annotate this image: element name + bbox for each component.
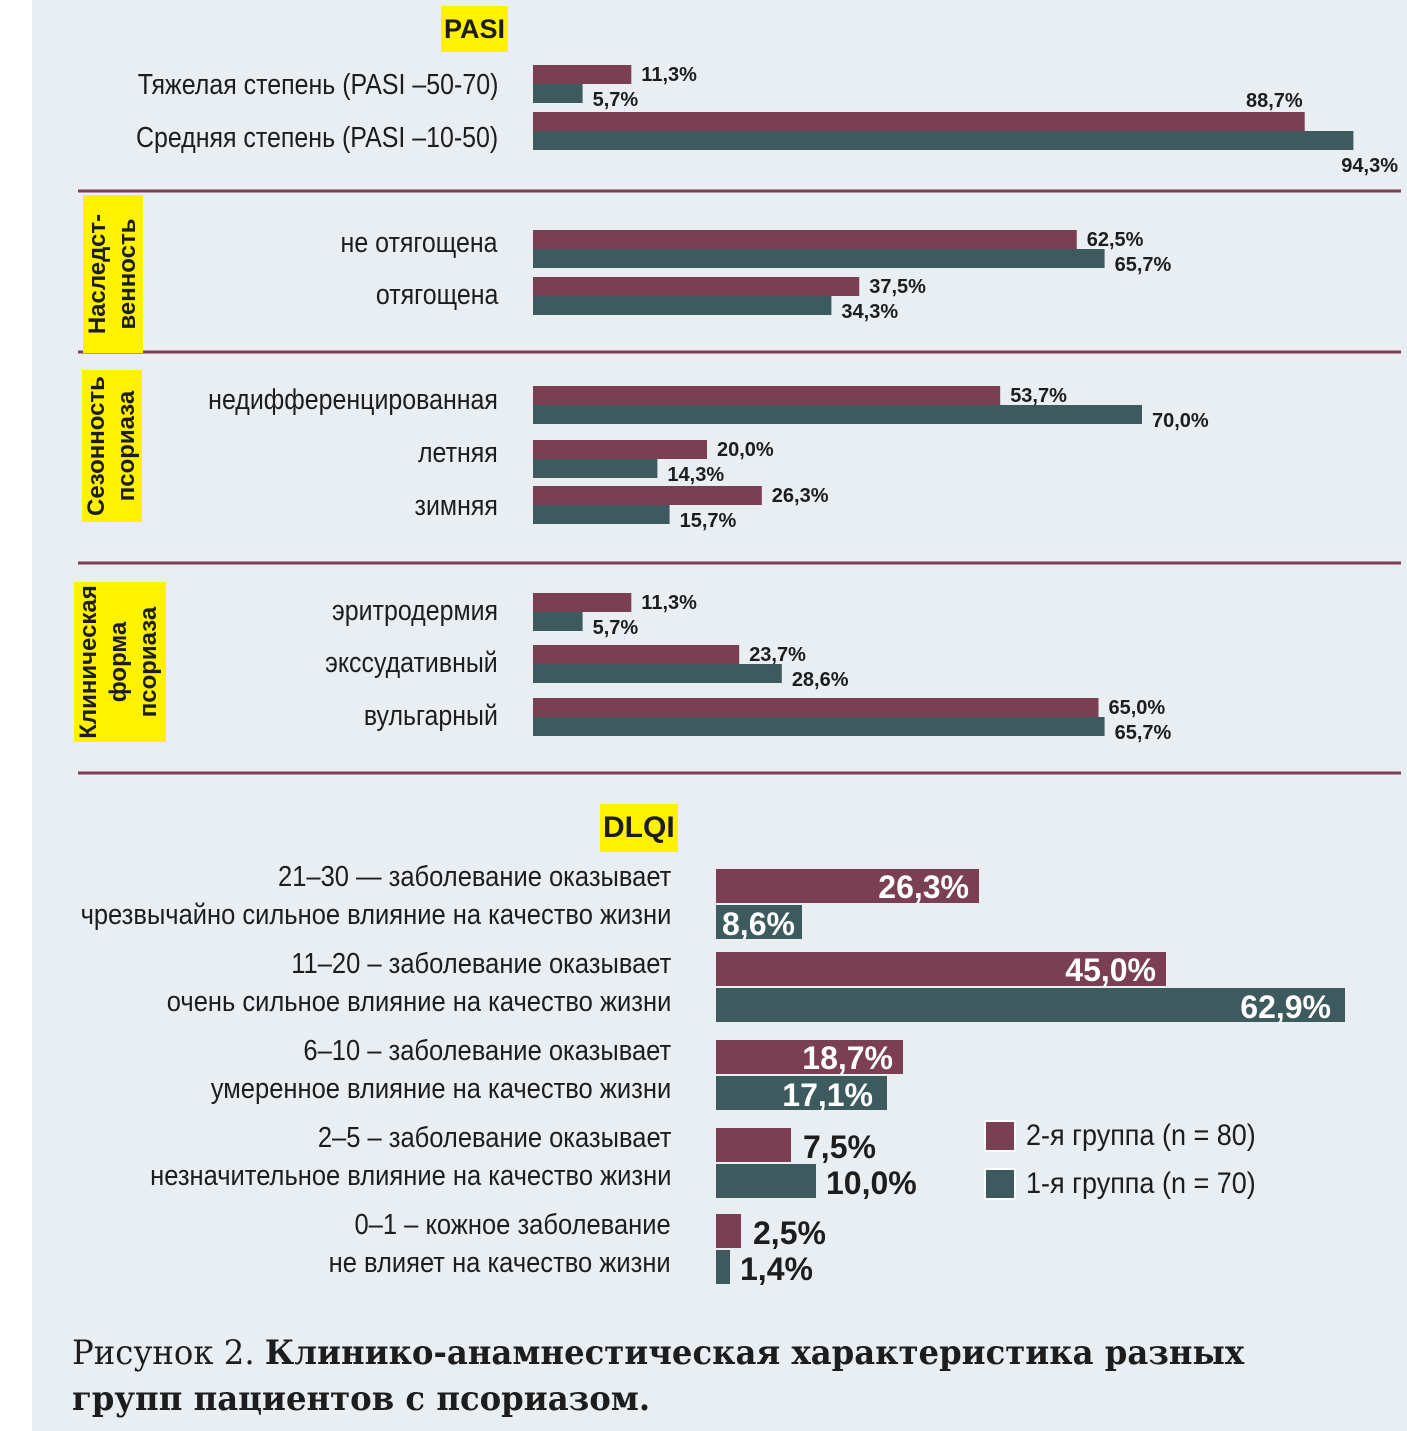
heredity-section-title <box>83 195 143 353</box>
dlqi-value-label-group1: 8,6% <box>722 906 795 942</box>
dlqi-bar-group1 <box>716 1164 816 1198</box>
bar-group1 <box>533 505 670 524</box>
legend-label-group2: 2-я группа (n = 80) <box>1026 1119 1256 1152</box>
bar-group1 <box>533 612 583 631</box>
value-label-group1: 65,7% <box>1114 254 1172 276</box>
heredity-title-line1: Наследст- <box>84 213 111 335</box>
caption-title: Клинико-анамнестическая характеристика разных групп пациентов с псориазом. <box>72 1333 1245 1419</box>
value-label-group2: 11,3% <box>641 592 697 614</box>
category-label: летняя <box>418 437 498 469</box>
clinical-title-line2: форма <box>105 621 132 703</box>
dlqi-bar-group2 <box>716 1214 741 1248</box>
value-label-group1: 94,3% <box>1341 155 1398 177</box>
bar-group1 <box>533 84 583 103</box>
season-title-line2: псориаза <box>113 390 140 502</box>
value-label-group2: 20,0% <box>717 439 774 461</box>
dlqi-bar-group1 <box>716 1250 730 1284</box>
value-label-group1: 70,0% <box>1152 410 1209 432</box>
clinical-title-line1: Клиническая <box>75 585 102 739</box>
clinical-section-title <box>74 582 166 742</box>
dlqi-label-line2: не влияет на качество жизни <box>328 1247 671 1279</box>
season-title-line1: Сезонность <box>83 376 110 516</box>
category-label: отягощена <box>375 279 498 311</box>
value-label-group1: 5,7% <box>592 617 639 639</box>
heredity-title-line2: венность <box>114 218 141 330</box>
dlqi-label-line2: умеренное влияние на качество жизни <box>210 1073 671 1105</box>
value-label-group2: 65,0% <box>1108 697 1166 719</box>
dlqi-label-line1: 6–10 – заболевание оказывает <box>303 1035 671 1067</box>
value-label-group1: 15,7% <box>679 510 737 532</box>
legend-swatch-group2 <box>984 1120 1016 1152</box>
value-label-group2: 37,5% <box>869 276 926 298</box>
clinical-title-line3: псориаза <box>135 606 162 718</box>
category-label: вульгарный <box>363 700 498 732</box>
bar-group1 <box>533 405 1142 424</box>
pasi-section-title: PASI <box>441 6 508 52</box>
bar-group2 <box>533 440 707 459</box>
category-label: эритродермия <box>331 595 498 627</box>
dlqi-value-label-group1: 10,0% <box>826 1165 917 1201</box>
bar-group1 <box>533 249 1105 268</box>
dlqi-value-label-group1: 17,1% <box>782 1077 873 1113</box>
dlqi-label-line2: очень сильное влияние на качество жизни <box>166 986 671 1018</box>
dlqi-value-label-group2: 2,5% <box>753 1215 826 1251</box>
dlqi-value-label-group2: 18,7% <box>802 1040 893 1076</box>
category-label: Средняя степень (PASI –10-50) <box>135 122 498 154</box>
dlqi-category-label <box>150 1119 671 1195</box>
value-label-group1: 65,7% <box>1114 722 1172 744</box>
bar-group2 <box>533 65 631 84</box>
value-label-group2: 23,7% <box>749 644 806 666</box>
dlqi-label-line1: 11–20 – заболевание оказывает <box>290 948 671 980</box>
dlqi-label-line1: 21–30 — заболевание оказывает <box>277 861 671 893</box>
bar-group2 <box>533 230 1077 249</box>
category-label: недифференцированная <box>208 384 498 416</box>
dlqi-category-label <box>80 858 671 934</box>
bar-group2 <box>533 645 739 664</box>
bar-group2 <box>533 386 1000 405</box>
dlqi-label-line2: незначительное влияние на качество жизни <box>149 1160 671 1192</box>
bar-group1 <box>533 296 831 315</box>
dlqi-value-label-group1: 62,9% <box>1240 989 1331 1025</box>
dlqi-value-label-group2: 26,3% <box>878 869 969 905</box>
dlqi-bar-group2 <box>716 1128 791 1162</box>
season-section-title <box>82 370 142 522</box>
value-label-group1: 34,3% <box>841 301 899 323</box>
value-label-group2: 11,3% <box>641 64 697 86</box>
legend-item-group1 <box>984 1160 1281 1208</box>
dlqi-label-line1: 0–1 – кожное заболевание <box>354 1209 671 1241</box>
bar-group2 <box>533 593 631 612</box>
value-label-group1: 5,7% <box>592 89 639 111</box>
dlqi-category-label <box>211 1032 671 1108</box>
category-label: Тяжелая степень (PASI –50-70) <box>137 69 498 101</box>
value-label-group2: 62,5% <box>1086 229 1144 251</box>
bar-group2 <box>533 698 1099 717</box>
category-label: экссудативный <box>325 647 498 679</box>
bar-group2 <box>533 112 1305 131</box>
dlqi-label-line2: чрезвычайно сильное влияние на качество жизни <box>80 899 671 931</box>
category-label: зимняя <box>414 490 498 522</box>
figure-caption <box>72 1330 1336 1422</box>
legend-label-group1: 1-я группа (n = 70) <box>1026 1167 1256 1200</box>
bar-group2 <box>533 486 762 505</box>
category-label: не отягощена <box>340 227 498 259</box>
dlqi-value-label-group1: 1,4% <box>740 1251 813 1287</box>
dlqi-section-title: DLQI <box>600 804 678 852</box>
dlqi-category-label <box>329 1206 671 1282</box>
chart-legend <box>984 1112 1281 1208</box>
value-label-group2: 53,7% <box>1010 385 1067 407</box>
bar-group1 <box>533 131 1353 150</box>
dlqi-value-label-group2: 45,0% <box>1065 952 1156 988</box>
legend-swatch-group1 <box>984 1168 1016 1200</box>
dlqi-label-line1: 2–5 – заболевание оказывает <box>317 1122 671 1154</box>
caption-prefix: Рисунок 2. <box>72 1333 265 1373</box>
value-label-group1: 14,3% <box>667 464 725 486</box>
bar-group1 <box>533 664 782 683</box>
value-label-group2: 88,7% <box>1245 90 1303 112</box>
bar-group2 <box>533 277 859 296</box>
dlqi-category-label <box>166 945 671 1021</box>
bar-group1 <box>533 459 657 478</box>
legend-item-group2 <box>984 1112 1281 1160</box>
value-label-group2: 26,3% <box>771 485 829 507</box>
dlqi-value-label-group2: 7,5% <box>803 1129 876 1165</box>
value-label-group1: 28,6% <box>791 669 849 691</box>
bar-group1 <box>533 717 1105 736</box>
